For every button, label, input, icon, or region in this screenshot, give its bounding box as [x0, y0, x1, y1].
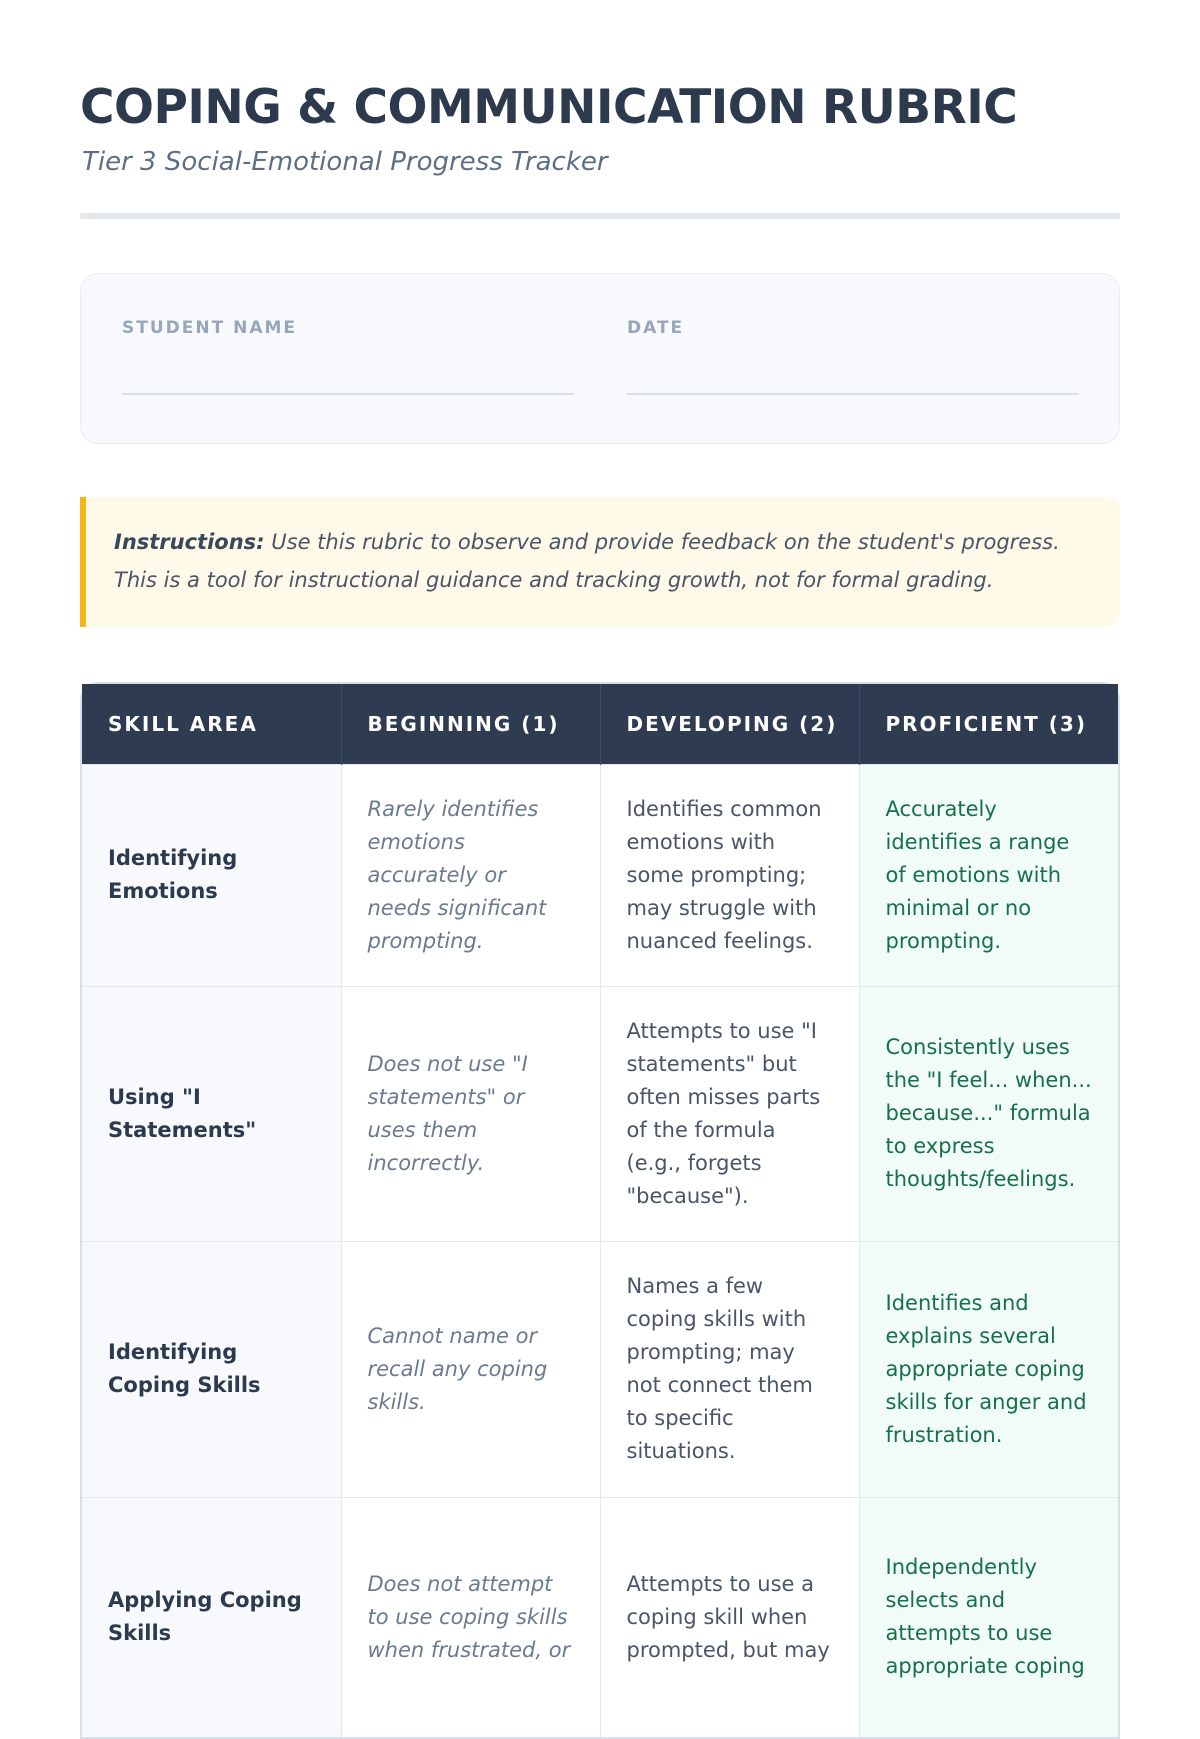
page-title: COPING & COMMUNICATION RUBRIC: [80, 80, 1018, 135]
student-name-label: STUDENT NAME: [122, 318, 298, 338]
page-subtitle: Tier 3 Social-Emotional Progress Tracker: [82, 147, 608, 177]
table-row: [82, 764, 1118, 986]
skill-area-cell: Identifying Emotions: [82, 764, 341, 986]
table-row: [82, 1241, 1118, 1497]
instructions-callout: [80, 497, 1120, 627]
proficient-cell: Consistently uses the "I feel... when... because..." formula to express thoughts/feelings.: [859, 986, 1118, 1241]
beginning-cell: Does not use "I statements" or uses them incorrectly.: [341, 986, 600, 1241]
proficient-cell: Independently selects and attempts to use appropriate coping: [859, 1497, 1118, 1737]
beginning-cell: Does not attempt to use coping skills when frustrated, or: [341, 1497, 600, 1737]
student-info-card: [80, 273, 1120, 444]
instructions-text: Use this rubric to observe and provide feedback on the student's progress. This is a tool for instructional guidance and tracking growth, not for formal grading.: [114, 530, 1060, 592]
skill-area-cell: Using "I Statements": [82, 986, 341, 1241]
column-header-proficient: PROFICIENT (3): [859, 684, 1118, 764]
date-line[interactable]: [627, 393, 1079, 395]
student-name-field[interactable]: [122, 318, 574, 395]
developing-cell: Names a few coping skills with prompting; may not connect them to specific situations.: [600, 1241, 859, 1497]
proficient-cell: Identifies and explains several appropriate coping skills for anger and frustration.: [859, 1241, 1118, 1497]
date-field[interactable]: [627, 318, 1079, 395]
column-header-skill-area: SKILL AREA: [82, 684, 341, 764]
rubric-table: [80, 682, 1120, 1739]
proficient-cell: Accurately identifies a range of emotions with minimal or no prompting.: [859, 764, 1118, 986]
beginning-cell: Rarely identifies emotions accurately or needs significant prompting.: [341, 764, 600, 986]
developing-cell: Attempts to use a coping skill when prompted, but may: [600, 1497, 859, 1737]
table-header-row: [82, 684, 1118, 764]
column-header-developing: DEVELOPING (2): [600, 684, 859, 764]
table-row: [82, 1497, 1118, 1737]
instructions-lead: Instructions:: [114, 530, 265, 554]
date-label: DATE: [627, 318, 685, 338]
skill-area-cell: Applying Coping Skills: [82, 1497, 341, 1737]
developing-cell: Identifies common emotions with some prompting; may struggle with nuanced feelings.: [600, 764, 859, 986]
developing-cell: Attempts to use "I statements" but often misses parts of the formula (e.g., forgets "because").: [600, 986, 859, 1241]
skill-area-cell: Identifying Coping Skills: [82, 1241, 341, 1497]
beginning-cell: Cannot name or recall any coping skills.: [341, 1241, 600, 1497]
column-header-beginning: BEGINNING (1): [341, 684, 600, 764]
title-divider: [80, 213, 1120, 219]
table-row: [82, 986, 1118, 1241]
student-name-line[interactable]: [122, 393, 574, 395]
